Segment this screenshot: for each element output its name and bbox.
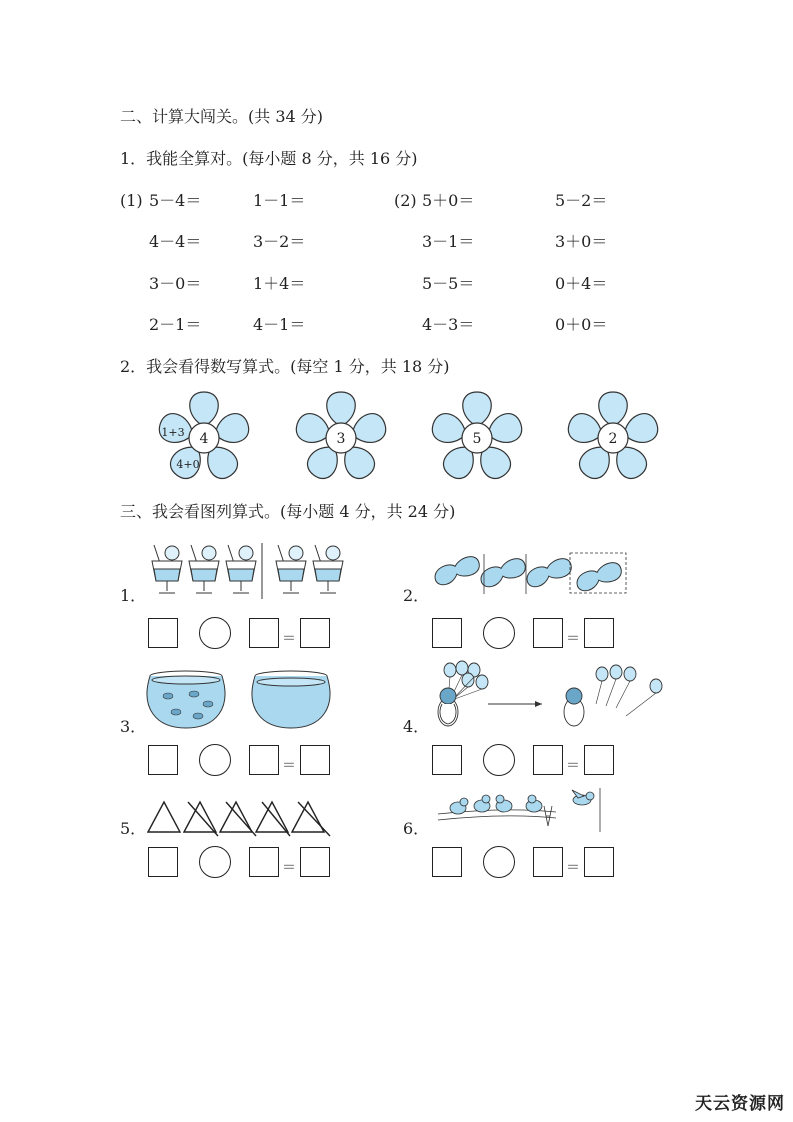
flower-4-center: 2 (608, 431, 618, 447)
q2-title: 2．我会看得数写算式。(每空 1 分，共 18 分) (120, 357, 450, 376)
flower-3 (419, 390, 535, 486)
answer-box-1a[interactable] (148, 618, 178, 648)
problem2-label: 2． (403, 586, 430, 605)
answer-box-2a[interactable] (432, 618, 462, 648)
section2-title: 二、计算大闯关。(共 34 分) (120, 107, 324, 126)
operator-circle-6[interactable] (483, 846, 515, 878)
equals-sign-2: ＝ (566, 631, 580, 647)
answer-box-5b[interactable] (249, 847, 279, 877)
flower-1-petal-2: 4+0 (176, 458, 200, 471)
equals-sign-3: ＝ (282, 758, 296, 774)
answer-box-6b[interactable] (533, 847, 563, 877)
problem-3-2: 1＋4＝ (253, 274, 306, 293)
problem1-label: 1． (120, 586, 147, 605)
fish-bowls-picture (146, 668, 336, 732)
problem-1-2: 1－1＝ (253, 191, 306, 210)
problem3-label: 3． (120, 717, 147, 736)
problem4-label: 4． (403, 717, 430, 736)
watermark: 天云资源网 (695, 1094, 785, 1114)
problem-3-4: 0＋4＝ (555, 274, 608, 293)
operator-circle-3[interactable] (199, 744, 231, 776)
answer-box-5a[interactable] (148, 847, 178, 877)
operator-circle-5[interactable] (199, 846, 231, 878)
section3-title: 三、我会看图列算式。(每小题 4 分，共 24 分) (120, 502, 456, 521)
answer-box-2c[interactable] (584, 618, 614, 648)
operator-circle-1[interactable] (199, 617, 231, 649)
juice-glasses-picture (148, 543, 358, 601)
q1-title: 1．我能全算对。(每小题 8 分，共 16 分) (120, 149, 418, 168)
answer-box-3a[interactable] (148, 745, 178, 775)
answer-box-1c[interactable] (300, 618, 330, 648)
flower-1 (146, 390, 262, 486)
equals-sign-5: ＝ (282, 860, 296, 876)
answer-box-3c[interactable] (300, 745, 330, 775)
problem-3-1: 3－0＝ (149, 274, 202, 293)
flower-1-petal-1: 1+3 (161, 426, 185, 439)
problem-2-4: 3＋0＝ (555, 232, 608, 251)
problem-2-2: 3－2＝ (253, 232, 306, 251)
penguin-balloons-picture (430, 660, 670, 732)
part1-label: (1) (120, 191, 143, 210)
flower-2 (283, 390, 399, 486)
operator-circle-2[interactable] (483, 617, 515, 649)
problem6-label: 6． (403, 819, 430, 838)
problem-2-3: 3－1＝ (422, 232, 475, 251)
answer-box-6c[interactable] (584, 847, 614, 877)
triangles-picture (146, 798, 336, 838)
flower-3-center: 5 (472, 431, 482, 447)
answer-box-4a[interactable] (432, 745, 462, 775)
answer-box-3b[interactable] (249, 745, 279, 775)
flower-1-center: 4 (199, 431, 209, 447)
equals-sign-6: ＝ (566, 860, 580, 876)
problem-2-1: 4－4＝ (149, 232, 202, 251)
peanuts-picture (430, 550, 630, 596)
answer-box-5c[interactable] (300, 847, 330, 877)
problem-4-1: 2－1＝ (149, 315, 202, 334)
birds-picture (436, 786, 606, 834)
flower-2-center: 3 (336, 431, 346, 447)
answer-box-4b[interactable] (533, 745, 563, 775)
equals-sign-4: ＝ (566, 758, 580, 774)
problem-4-4: 0＋0＝ (555, 315, 608, 334)
problem-1-4: 5－2＝ (555, 191, 608, 210)
answer-box-6a[interactable] (432, 847, 462, 877)
answer-box-2b[interactable] (533, 618, 563, 648)
operator-circle-4[interactable] (483, 744, 515, 776)
answer-box-4c[interactable] (584, 745, 614, 775)
problem-1-3: 5＋0＝ (422, 191, 475, 210)
problem-3-3: 5－5＝ (422, 274, 475, 293)
answer-box-1b[interactable] (249, 618, 279, 648)
problem-1-1: 5－4＝ (149, 191, 202, 210)
problem-4-2: 4－1＝ (253, 315, 306, 334)
flower-4 (555, 390, 671, 486)
part2-label: (2) (394, 191, 417, 210)
equals-sign-1: ＝ (282, 631, 296, 647)
problem5-label: 5． (120, 819, 147, 838)
problem-4-3: 4－3＝ (422, 315, 475, 334)
